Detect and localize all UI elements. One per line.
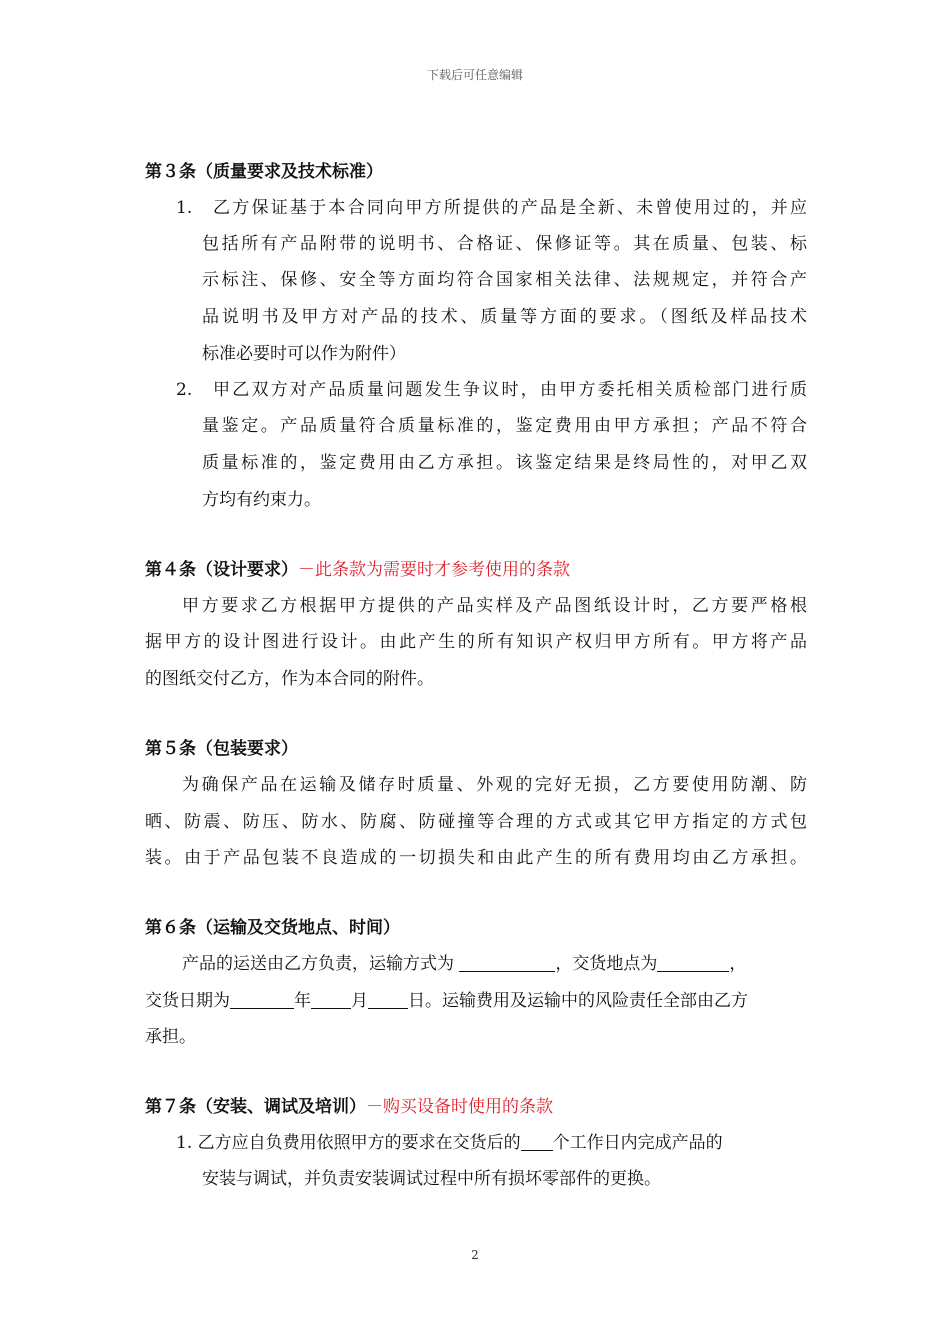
article-5-paragraph-line-1: 为确保产品在运输及储存时质量、外观的完好无损，乙方要使用防潮、防: [182, 775, 807, 795]
article-3-heading: 第３条（质量要求及技术标准）: [145, 162, 383, 182]
article-3-item-1-line-5: 标准必要时可以作为附件）: [202, 344, 406, 364]
article-5-heading: 第５条（包装要求）: [145, 739, 298, 759]
article-3-item-2-line-2: 量鉴定。产品质量符合质量标准的，鉴定费用由甲方承担；产品不符合: [202, 416, 807, 436]
article-6-transport-text: 产品的运送由乙方负责，运输方式为: [182, 954, 454, 974]
article-7-item-1-line-2: 安装与调试，并负责安装调试过程中所有损坏零部件的更换。: [202, 1169, 661, 1189]
article-5-paragraph-line-2: 晒、防震、防压、防水、防腐、防碰撞等合理的方式或其它甲方指定的方式包: [145, 812, 807, 832]
article-6-delivery-place-text: ，交货地点为: [555, 954, 658, 974]
month-label: 月: [351, 991, 368, 1011]
article-6-line-2: [145, 989, 748, 1013]
article-4-paragraph-line-2: 据甲方的设计图进行设计。由此产生的所有知识产权归甲方所有。甲方将产品: [145, 632, 807, 652]
article-4-usage-note: －此条款为需要时才参考使用的条款: [298, 560, 570, 580]
article-6-line-3: 承担。: [145, 1027, 196, 1047]
article-4-heading-line: [145, 558, 570, 582]
transport-method-blank[interactable]: [459, 953, 555, 972]
delivery-place-blank[interactable]: [657, 953, 729, 972]
working-days-blank[interactable]: [521, 1132, 553, 1151]
article-6-cost-text: 日。运输费用及运输中的风险责任全部由乙方: [408, 991, 748, 1011]
article-3-item-1-line-2: 包括所有产品附带的说明书、合格证、保修证等。其在质量、包装、标: [202, 234, 807, 254]
article-6-line-1: [182, 952, 746, 976]
article-6-line-1-end: ，: [729, 954, 747, 974]
article-3-item-1-line-3: 示标注、保修、安全等方面均符合国家相关法律、法规规定，并符合产: [202, 270, 807, 290]
article-4-heading: 第４条（设计要求）: [145, 560, 298, 580]
article-7-item-1-line-1: [176, 1131, 723, 1155]
article-7-usage-note: －购买设备时使用的条款: [366, 1097, 553, 1117]
article-7-heading-line: [145, 1095, 553, 1119]
page-number: 2: [471, 1248, 479, 1262]
delivery-month-blank[interactable]: [311, 990, 351, 1009]
page-header: 下载后可任意编辑: [426, 68, 523, 82]
article-3-item-2-line-4: 方均有约束力。: [202, 490, 321, 510]
article-6-heading: 第６条（运输及交货地点、时间）: [145, 918, 400, 938]
article-6-delivery-date-text: 交货日期为: [145, 991, 230, 1011]
article-4-paragraph-line-1: 甲方要求乙方根据甲方提供的产品实样及产品图纸设计时，乙方要严格根: [182, 596, 807, 616]
article-5-paragraph-line-3: 装。由于产品包装不良造成的一切损失和由此产生的所有费用均由乙方承担。: [145, 848, 807, 868]
delivery-year-blank[interactable]: [230, 990, 294, 1009]
delivery-day-blank[interactable]: [368, 990, 408, 1009]
article-7-install-text: 乙方应自负费用依照甲方的要求在交货后的: [197, 1133, 521, 1153]
article-7-heading: 第７条（安装、调试及培训）: [145, 1097, 366, 1117]
article-3-item-1-line-4: 品说明书及甲方对产品的技术、质量等方面的要求。（图纸及样品技术: [202, 307, 807, 327]
article-7-install-text-2: 个工作日内完成产品的: [552, 1133, 723, 1153]
article-3-item-1-line-1: 乙方保证基于本合同向甲方所提供的产品是全新、未曾使用过的，并应: [213, 198, 807, 218]
article-3-item-2-number: 2.: [176, 380, 193, 400]
article-3-item-2-line-3: 质量标准的，鉴定费用由乙方承担。该鉴定结果是终局性的，对甲乙双: [202, 453, 807, 473]
article-4-paragraph-line-3: 的图纸交付乙方，作为本合同的附件。: [145, 669, 434, 689]
year-label: 年: [294, 991, 311, 1011]
article-3-item-1-number: 1.: [176, 198, 193, 218]
article-7-item-1-number: 1.: [176, 1133, 193, 1153]
article-3-item-2-line-1: 甲乙双方对产品质量问题发生争议时，由甲方委托相关质检部门进行质: [213, 380, 807, 400]
